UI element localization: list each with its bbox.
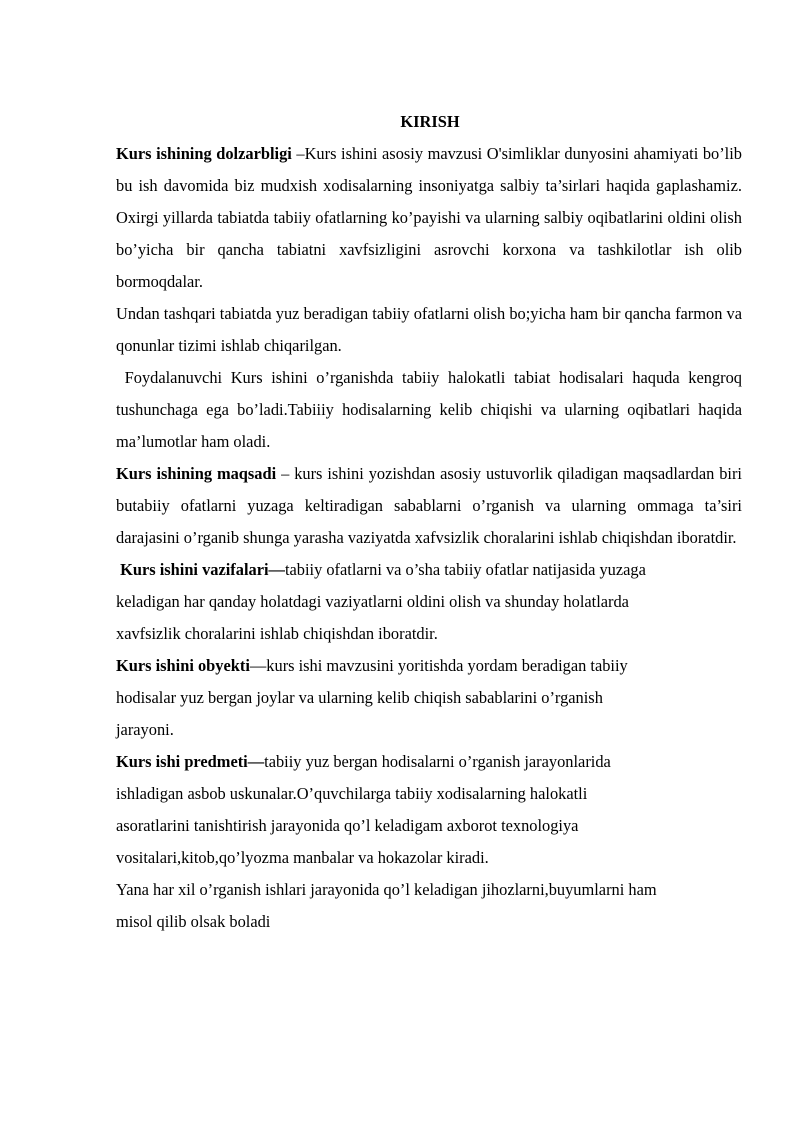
paragraph-object xyxy=(116,650,742,746)
relevance-heading: Kurs ishining dolzarbligi xyxy=(116,144,292,163)
goal-heading: Kurs ishining maqsadi xyxy=(116,464,277,483)
object-line: hodisalar yuz bergan joylar va ularning kelib chiqish sabablarini o’rganish xyxy=(116,688,603,707)
tasks-line: keladigan har qanday holatdagi vaziyatlarni oldini olish va shunday holatlarda xyxy=(116,592,629,611)
tasks-heading: Kurs ishini vazifalari— xyxy=(116,560,285,579)
object-line xyxy=(116,650,742,682)
paragraph-user xyxy=(116,362,747,458)
paragraph-goal xyxy=(116,458,742,554)
equipment-line: Yana har xil o’rganish ishlari jarayonida qo’l keladigan jihozlarni,buyumlarni ham xyxy=(116,880,657,899)
object-line-text: —kurs ishi mavzusini yoritishda yordam beradigan tabiiy xyxy=(249,656,628,675)
goal-text: – kurs ishini yozishdan asosiy ustuvorlik qiladigan maqsadlardan biri butabiiy ofatlarni yuzaga keltiradigan sabablarni o’rganish va ularning ommaga ta’siri darajasini o’rganib shunga yarasha vaziyatda xafvsizlik choralarini ishlab chiqishdan iboratdir. xyxy=(116,464,742,547)
subject-line-text: tabiiy yuz bergan hodisalarni o’rganish jarayonlarida xyxy=(264,752,611,771)
document-page xyxy=(116,106,747,938)
paragraph-subject xyxy=(116,746,742,874)
user-text: Foydalanuvchi Kurs ishini o’rganishda tabiiy halokatli tabiat hodisalari haquda kengroq tushunchaga ega bo’ladi.Tabiiiy hodisalarning kelib chiqishi va ularning oqibatlari haqida ma’lumotlar ham oladi. xyxy=(116,368,747,451)
subject-heading: Kurs ishi predmeti— xyxy=(116,752,265,771)
subject-line: vositalari,kitob,qo’lyozma manbalar va hokazolar kiradi. xyxy=(116,848,489,867)
subject-line: ishladigan asbob uskunalar.O’quvchilarga tabiiy xodisalarning halokatli xyxy=(116,784,588,803)
tasks-line: xavfsizlik choralarini ishlab chiqishdan iboratdir. xyxy=(116,624,438,643)
equipment-line: misol qilib olsak boladi xyxy=(116,912,271,931)
paragraph-relevance xyxy=(116,138,742,298)
laws-text: Undan tashqari tabiatda yuz beradigan tabiiy ofatlarni olish bo;yicha ham bir qancha farmon va qonunlar tizimi ishlab chiqarilgan. xyxy=(116,304,742,355)
object-line: jarayoni. xyxy=(116,720,174,739)
paragraph-tasks xyxy=(116,554,742,650)
tasks-line-text: tabiiy ofatlarni va o’sha tabiiy ofatlar natijasida yuzaga xyxy=(284,560,646,579)
relevance-text: –Kurs ishini asosiy mavzusi O'simliklar dunyosini ahamiyati bo’lib bu ish davomida biz mudxish xodisalarning insoniyatga salbiy ta’sirlari haqida gaplashamiz. Oxirgi yillarda tabiatda tabiiy ofatlarning ko’payishi va ularning salbiy oqibatlarini oldini olish bo’yicha bir qancha tabiatni xavfsizligini asrovchi korxona va tashkilotlar ish olib bormoqdalar. xyxy=(116,144,742,291)
subject-line: asoratlarini tanishtirish jarayonida qo’l keladigam axborot texnologiya xyxy=(116,816,579,835)
object-heading: Kurs ishini obyekti xyxy=(116,656,250,675)
page-title: KIRISH xyxy=(400,112,460,131)
subject-line xyxy=(116,746,742,778)
paragraph-laws xyxy=(116,298,742,362)
tasks-line xyxy=(116,554,742,586)
paragraph-equipment xyxy=(116,874,742,938)
